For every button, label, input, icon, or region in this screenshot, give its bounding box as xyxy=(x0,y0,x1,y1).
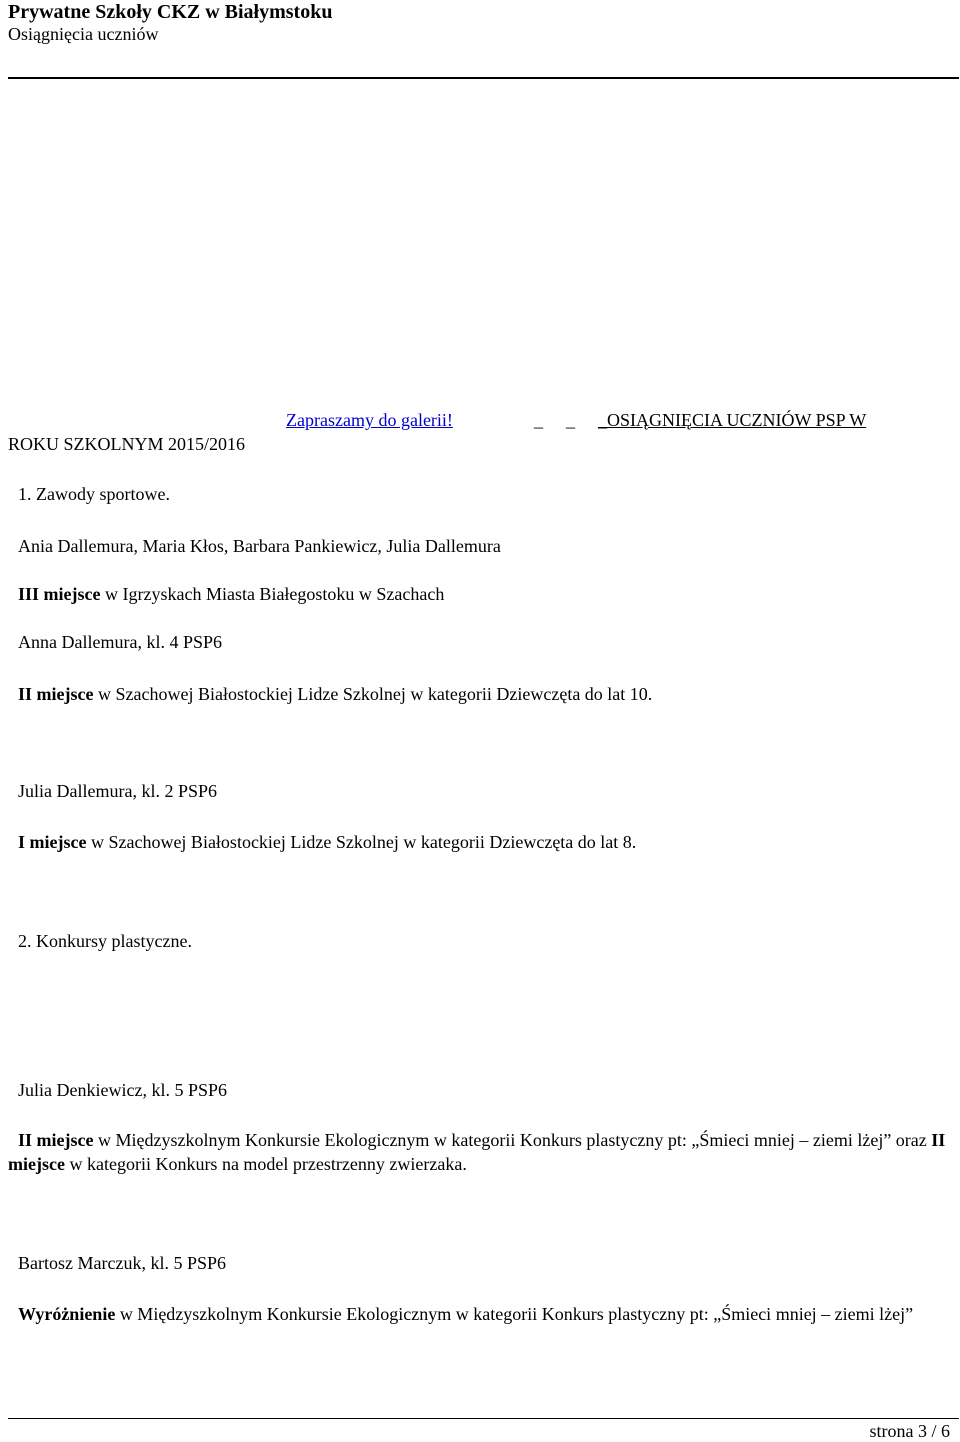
entry-name: Julia Dallemura, kl. 2 PSP6 xyxy=(18,781,217,801)
entry-award-line xyxy=(18,832,636,853)
entry-award-line xyxy=(18,684,652,705)
footer-divider xyxy=(8,1418,959,1419)
achievements-heading-cont: ROKU SZKOLNYM 2015/2016 xyxy=(8,434,246,454)
award-label: I miejsce xyxy=(18,832,87,852)
site-title: Prywatne Szkoły CKZ w Białymstoku xyxy=(8,1,333,23)
award-label: Wyróżnienie xyxy=(18,1304,116,1324)
award-description: w Międzyszkolnym Konkursie Ekologicznym w kategorii Konkurs plastyczny pt: „Śmieci mniej – ziemi lżej” xyxy=(115,1304,914,1324)
achievements-heading: _OSIĄGNIĘCIA UCZNIÓW PSP W xyxy=(598,410,867,430)
entry-award-paragraph xyxy=(8,1302,952,1326)
award-description: w Szachowej Białostockiej Lidze Szkolnej w kategorii Dziewczęta do lat 10. xyxy=(93,684,653,704)
award-description-2: w kategorii Konkurs na model przestrzenny zwierzaka. xyxy=(64,1154,467,1174)
award-description: w Igrzyskach Miasta Białegostoku w Szachach xyxy=(100,584,445,604)
gap-mark-2: _ xyxy=(566,410,575,430)
entry-award-paragraph xyxy=(8,1128,952,1176)
page-number: strona 3 / 6 xyxy=(869,1421,950,1441)
entry-name: Bartosz Marczuk, kl. 5 PSP6 xyxy=(18,1253,226,1273)
gallery-link[interactable]: Zapraszamy do galerii! xyxy=(286,410,453,430)
entry-name: Julia Denkiewicz, kl. 5 PSP6 xyxy=(18,1080,227,1100)
award-description: w Szachowej Białostockiej Lidze Szkolnej w kategorii Dziewczęta do lat 8. xyxy=(86,832,637,852)
entry-name: Anna Dallemura, kl. 4 PSP6 xyxy=(18,632,222,652)
award-label: II miejsce xyxy=(18,1130,94,1150)
entry-award-line xyxy=(18,584,444,605)
header-divider xyxy=(8,77,959,79)
award-description: w Międzyszkolnym Konkursie Ekologicznym w kategorii Konkurs plastyczny pt: „Śmieci mniej – ziemi lżej” oraz xyxy=(93,1130,932,1150)
entry-names: Ania Dallemura, Maria Kłos, Barbara Pankiewicz, Julia Dallemura xyxy=(18,536,501,556)
page-subtitle: Osiągnięcia uczniów xyxy=(8,24,159,44)
award-label-2: II miejsce xyxy=(8,1130,946,1174)
section-heading-art: 2. Konkursy plastyczne. xyxy=(18,931,192,951)
gap-mark-1: _ xyxy=(534,410,543,430)
award-label: II miejsce xyxy=(18,684,94,704)
section-heading-sport: 1. Zawody sportowe. xyxy=(18,484,170,504)
award-label: III miejsce xyxy=(18,584,101,604)
